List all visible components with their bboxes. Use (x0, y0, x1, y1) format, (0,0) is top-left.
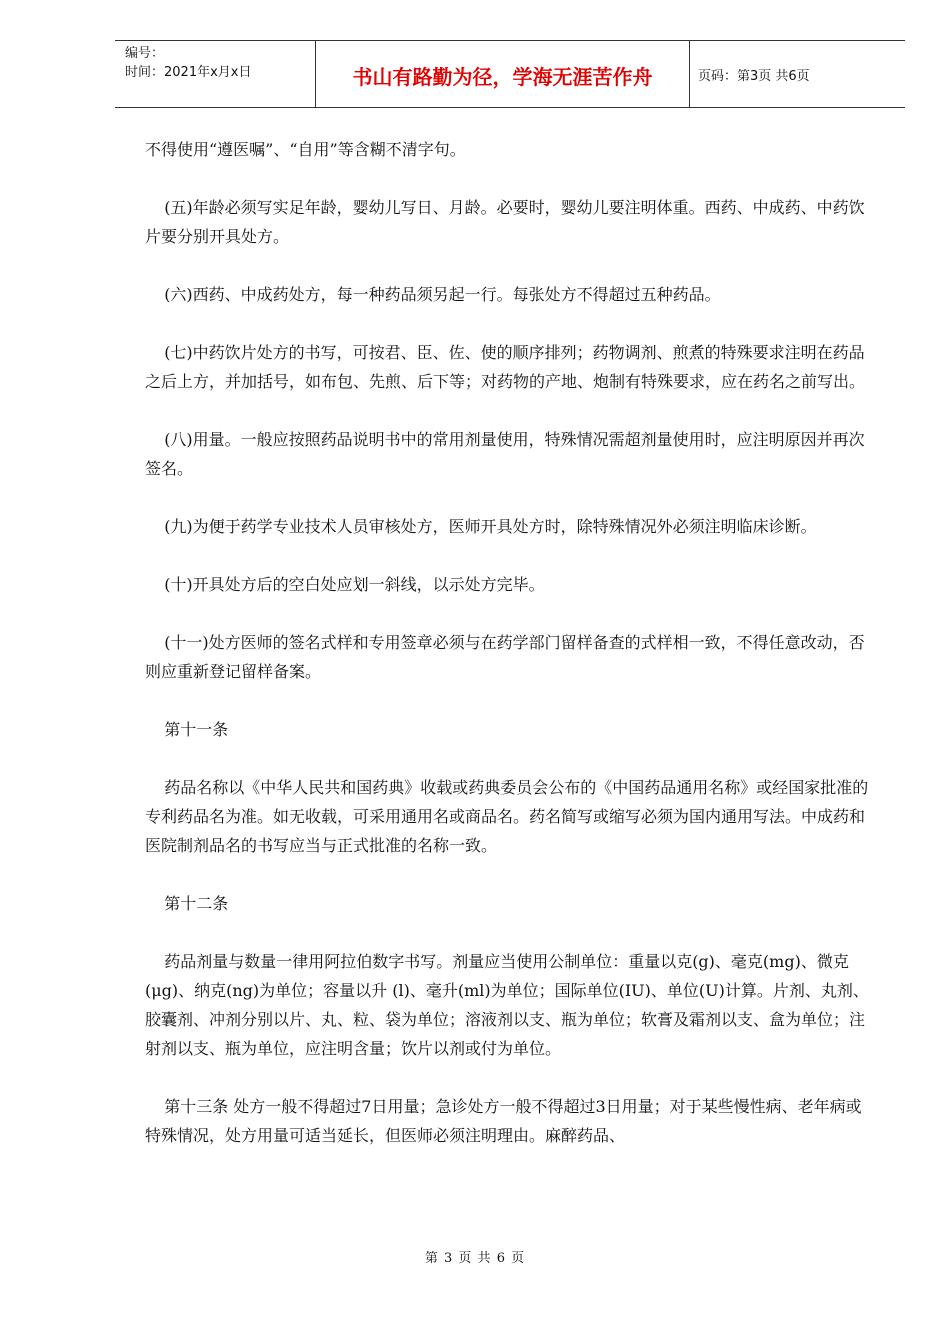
paragraph: (五)年龄必须写实足年龄，婴幼儿写日、月龄。必要时，婴幼儿要注明体重。西药、中成药、中药饮片要分别开具处方。 (145, 198, 865, 246)
paragraph: (六)西药、中成药处方，每一种药品须另起一行。每张处方不得超过五种药品。 (164, 285, 721, 304)
article-heading: 第十二条 (164, 894, 229, 913)
paragraph: (十一)处方医师的签名式样和专用签章必须与在药学部门留样备查的式样相一致，不得任意改动，否则应重新登记留样备案。 (145, 633, 865, 681)
document-time-label: 时间：2021年x月x日 (125, 65, 252, 80)
page-footer: 第 3 页 共 6 页 (424, 1251, 526, 1266)
paragraph: (八)用量。一般应按照药品说明书中的常用剂量使用，特殊情况需超剂量使用时，应注明原因并再次签名。 (145, 430, 865, 478)
page-header (115, 40, 905, 108)
paragraph: (七)中药饮片处方的书写，可按君、臣、佐、使的顺序排列；药物调剂、煎煮的特殊要求注明在药品之后上方，并加括号，如布包、先煎、后下等；对药物的产地、炮制有特殊要求，应在药名之前写出。 (145, 343, 866, 391)
paragraph: 第十三条 处方一般不得超过7日用量；急诊处方一般不得超过3日用量；对于某些慢性病、老年病或特殊情况，处方用量可适当延长，但医师必须注明理由。麻醉药品、 (145, 1097, 862, 1145)
paragraph: 药品名称以《中华人民共和国药典》收载或药典委员会公布的《中国药品通用名称》或经国家批准的专利药品名为准。如无收载，可采用通用名或商品名。药名简写或缩写必须为国内通用写法。中成药和医院制剂品名的书写应当与正式批准的名称一致。 (145, 778, 869, 855)
header-page-number: 页码：第3页 共6页 (698, 69, 810, 84)
article-heading: 第十一条 (164, 720, 229, 739)
document-body (145, 135, 875, 1179)
header-motto: 书山有路勤为径，学海无涯苦作舟 (316, 41, 690, 107)
paragraph: (九)为便于药学专业技术人员审核处方，医师开具处方时，除特殊情况外必须注明临床诊断。 (164, 517, 817, 536)
paragraph: (十)开具处方后的空白处应划一斜线，以示处方完毕。 (164, 575, 545, 594)
header-meta (115, 41, 316, 107)
paragraph: 药品剂量与数量一律用阿拉伯数字书写。剂量应当使用公制单位：重量以克(g)、毫克(mg)、微克(μg)、纳克(ng)为单位；容量以升 (l)、毫升(ml)为单位；国际单位(IU)、单位(U)计算。片剂、丸剂、胶囊剂、冲剂分别以片、丸、粒、袋为单位；溶液剂以支、瓶为单位；软膏及霜剂以支、盒为单位；注射剂以支、瓶为单位，应注明含量；饮片以剂或付为单位。 (145, 952, 869, 1058)
paragraph: 不得使用“遵医嘱”、“自用”等含糊不清字句。 (145, 140, 466, 159)
document-id-label: 编号： (125, 46, 165, 61)
